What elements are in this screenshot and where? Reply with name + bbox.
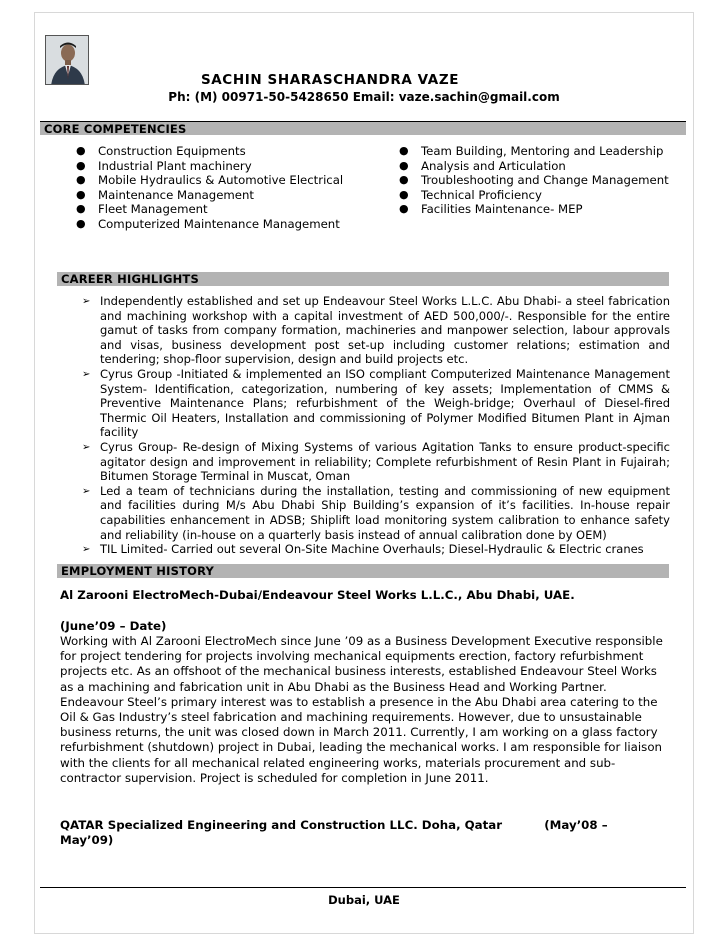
bullet-icon: ● xyxy=(399,144,409,157)
arrow-bullet-icon: ➢ xyxy=(82,368,91,380)
footer-divider xyxy=(40,887,686,888)
bullet-icon: ● xyxy=(399,158,409,172)
section-title: EMPLOYMENT HISTORY xyxy=(61,564,215,578)
arrow-bullet-icon: ➢ xyxy=(82,296,91,307)
list-item: ● Mobile Hydraulics & Automotive Electrical xyxy=(76,173,344,188)
list-item: ● Troubleshooting and Change Management xyxy=(399,173,669,188)
bullet-icon: ● xyxy=(76,187,86,201)
list-item: ● Maintenance Management xyxy=(76,187,254,202)
list-item: ➢ Led a team of technicians during the installation, testing and commissioning of new equipment and facilities during M/s Abu Dhabi Ship Building’s expansion of it’s facilities. In-house repair capabilities enhancement in ADSB; Shiplift load monitoring system calibration to enhance safety and reliability (in-house on a quarterly basis instead of annual calibration done by OEM) xyxy=(82,483,670,542)
list-item: ● Technical Proficiency xyxy=(399,187,542,202)
competencies-right-list xyxy=(395,144,670,217)
company-name: Al Zarooni ElectroMech-Dubai/Endeavour Steel Works L.L.C., Abu Dhabi, UAE. xyxy=(60,588,575,602)
list-item: ● Team Building, Mentoring and Leadership xyxy=(399,144,664,158)
list-item: ➢ TIL Limited- Carried out several On-Site Machine Overhauls; Diesel-Hydraulic & Electric cranes xyxy=(82,542,644,557)
bullet-icon: ● xyxy=(399,187,409,201)
section-title: CORE COMPETENCIES xyxy=(44,122,187,136)
bullet-icon: ● xyxy=(76,144,86,157)
list-item: ➢ Cyrus Group- Re-design of Mixing Systems of various Agitation Tanks to ensure product-specific agitator design and improvement in reliability; Complete refurbishment of Resin Plant in Fujairah; Bitumen Storage Terminal in Muscat, Oman xyxy=(82,439,670,484)
list-item: ➢ Independently established and set up Endeavour Steel Works L.L.C. Abu Dhabi- a steel fabrication and machining workshop with a capital investment of AED 500,000/-. Responsible for the entire gamut of tasks from company formation, machineries and manpower selection, labour approvals and visas, business development post set-up including customer relations; estimation and tendering; shop-floor supervision, design and build projects etc. xyxy=(82,294,670,367)
list-item: ● Computerized Maintenance Management xyxy=(76,216,340,231)
footer-location: Dubai, UAE xyxy=(328,893,400,907)
bullet-icon: ● xyxy=(76,216,86,230)
candidate-name: SACHIN SHARASCHANDRA VAZE xyxy=(200,72,460,88)
section-core-competencies xyxy=(40,121,686,135)
list-item: ● Industrial Plant machinery xyxy=(76,158,252,173)
arrow-bullet-icon: ➢ xyxy=(82,441,91,453)
list-item: ● Construction Equipments xyxy=(76,144,246,158)
job-description: Working with Al Zarooni ElectroMech since June ’09 as a Business Development Executive responsible for project tendering for projects involving mechanical equipments erection, factory refurbishment projects etc. As an offshoot of the mechanical business interests, established Endeavour Steel Works as a machining and fabrication unit in Abu Dhabi as the Business Head and Working Partner. Endeavour Steel’s primary interest was to establish a presence in the Abu Dhabi area catering to the Oil & Gas Industry’s steel fabrication and machining requirements. However, due to unsustainable business returns, the unit was closed down in March 2011. Currently, I am working on a glass factory refurbishment (shutdown) project in Dubai, leading the mechanical works. I am responsible for liaison with the clients for all mechanical related engineering works, materials procurement and sub-contractor supervision. Project is scheduled for completion in June 2011. xyxy=(60,634,663,785)
career-highlights-list xyxy=(82,294,670,557)
bullet-icon: ● xyxy=(76,158,86,172)
competencies-left-list xyxy=(72,144,348,232)
bullet-icon: ● xyxy=(76,173,86,187)
section-career-highlights xyxy=(57,272,669,286)
list-item: ● Analysis and Articulation xyxy=(399,158,566,173)
bullet-icon: ● xyxy=(399,173,409,187)
contact-line: Ph: (M) 00971-50-5428650 Email: vaze.sachin@gmail.com xyxy=(168,90,560,104)
company-name: QATAR Specialized Engineering and Construction LLC. Doha, Qatar xyxy=(60,818,503,832)
list-item: ➢ Cyrus Group -Initiated & implemented an ISO compliant Computerized Maintenance Management System- Identification, categorization, numbering of key assets; Implementation of CMMS & Preventive Maintenance Plans; refurbishment of the Weigh-bridge; Overhaul of Diesel-fired Thermic Oil Heaters, Installation and commissioning of Polymer Modified Bitumen Plant in Ajman facility xyxy=(82,366,670,440)
employment-period: (May’08 – May’09) xyxy=(60,818,608,848)
arrow-bullet-icon: ➢ xyxy=(82,485,91,497)
company-entry-2 xyxy=(60,818,650,848)
bullet-icon: ● xyxy=(399,202,409,216)
bullet-icon: ● xyxy=(76,202,86,216)
arrow-bullet-icon: ➢ xyxy=(82,544,91,556)
list-item: ● Facilities Maintenance- MEP xyxy=(399,202,583,217)
list-item: ● Fleet Management xyxy=(76,202,208,217)
employment-period: (June’09 – Date) xyxy=(60,619,167,633)
section-employment-history xyxy=(57,564,669,578)
section-title: CAREER HIGHLIGHTS xyxy=(61,272,199,286)
